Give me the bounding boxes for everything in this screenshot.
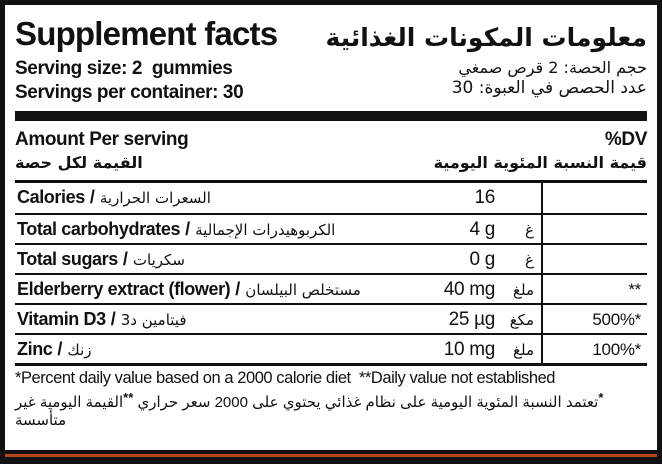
nutrient-row-total-carbohydrates [15,213,647,243]
name-separator: / [185,219,191,240]
footnote-arabic [15,389,647,429]
nutrient-name-en: Total sugars [17,249,118,270]
servings-per-container-en: Servings per container: 30 [15,81,244,103]
nutrient-amount: 10 mg [443,338,495,360]
nutrient-name-en: Elderberry extract (flower) [17,279,231,300]
nutrient-amount: 25 µg [448,308,495,330]
name-separator: / [89,187,95,208]
nutrient-amount: 4 g [469,218,495,240]
title-row [15,17,647,52]
nutrient-unit-ar: ملغ [513,280,534,299]
serving-info-english [15,58,243,104]
name-separator: / [122,249,128,270]
nutrient-name-en: Zinc [17,339,53,360]
nutrient-amount: 40 mg [443,278,495,300]
nutrient-row-calories [15,183,647,213]
nutrient-name-en: Calories [17,187,85,208]
column-headers-arabic [15,153,647,172]
name-separator: / [235,279,241,300]
footnote-ar-text-2: القيمة اليومية غير متأسسة [15,393,124,429]
name-separator: / [110,309,116,330]
nutrient-dv [541,215,647,245]
nutrient-dv: 100%* [541,335,647,365]
serving-info [15,58,647,104]
nutrient-unit-ar: غ [525,250,534,269]
column-headers-english [15,129,647,151]
title-english: Supplement facts [15,15,278,52]
nutrient-row-vitamin-d3 [15,303,647,333]
servings-per-container-ar: عدد الحصص في العبوة: 30 [451,77,647,98]
nutrient-dv: ** [541,275,647,305]
nutrient-name-ar: الكربوهيدرات الإجمالية [195,221,336,240]
nutrient-dv: 500%* [541,305,647,335]
nutrient-amount: 0 g [469,248,495,270]
nutrient-amount: 16 [474,186,495,208]
serving-size-en: Serving size: 2 gummies [15,57,233,79]
nutrient-row-elderberry-extract [15,273,647,303]
nutrient-name-en: Vitamin D3 [17,309,106,330]
nutrient-unit-ar: غ [525,220,534,239]
nutrient-name-ar: زنك [67,341,92,360]
nutrient-name-en: Total carbohydrates [17,219,181,240]
footnote-ar-text-1: تعتمد النسبة المئوية اليومية على نظام غذائي يحتوي على 2000 سعر حراري [133,393,599,411]
nutrient-unit-ar: مكغ [509,310,534,329]
footnote-english: *Percent daily value based on a 2000 calorie diet **Daily value not established [15,368,556,387]
serving-info-arabic [452,58,647,98]
dv-header-ar: قيمة النسبة المئوية اليومية [433,152,647,172]
bottom-band [5,450,657,464]
nutrient-name-ar: سكريات [132,251,185,270]
nutrient-unit-ar: ملغ [513,340,534,359]
nutrient-name-ar: فيتامين د3 [120,311,187,330]
name-separator: / [57,339,63,360]
serving-size-ar: حجم الحصة: 2 قرص صمغي [458,57,647,77]
nutrient-dv [541,183,647,213]
amount-per-serving-header: Amount Per serving [15,128,189,150]
footnote-star: * [598,389,604,405]
nutrient-row-total-sugars [15,243,647,273]
nutrient-name-ar: السعرات الحرارية [99,189,211,208]
nutrient-name-ar: مستخلص البيلسان [245,281,361,300]
nutrient-dv [541,245,647,275]
amount-per-serving-header-ar: القيمة لكل حصة [15,152,143,172]
bottom-black-edge [5,457,657,464]
nutrients-table [15,180,647,366]
footnote-double-star: ** [123,389,134,405]
nutrient-row-zinc [15,333,647,363]
dv-header: %DV [604,128,647,150]
title-arabic: معلومات المكونات الغذائية [325,23,647,53]
section-divider-bar [15,111,647,121]
